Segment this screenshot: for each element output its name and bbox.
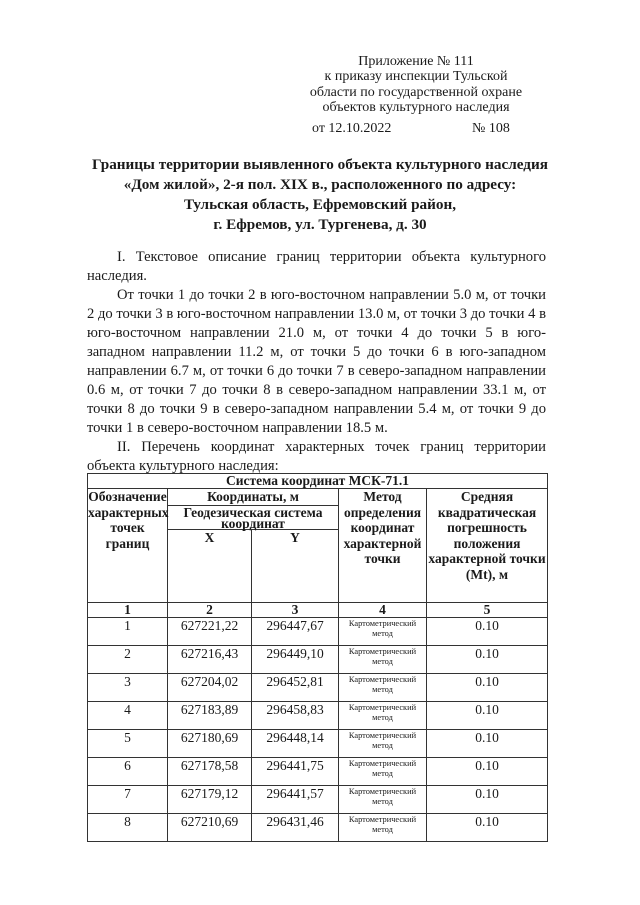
table-row bbox=[88, 645, 548, 673]
table-row bbox=[88, 701, 548, 729]
error-cell: 0.10 bbox=[427, 757, 548, 785]
header-geodetic-system: Геодезическая система координат bbox=[168, 505, 339, 529]
point-cell: 7 bbox=[88, 785, 168, 813]
column-number: 1 bbox=[88, 602, 168, 617]
method-cell: Картометрический метод bbox=[339, 729, 427, 757]
y-cell: 296431,46 bbox=[252, 813, 339, 841]
title-line: г. Ефремов, ул. Тургенева, д. 30 bbox=[213, 216, 427, 233]
point-cell: 3 bbox=[88, 673, 168, 701]
x-cell: 627183,89 bbox=[168, 701, 252, 729]
method-cell: Картометрический метод bbox=[339, 701, 427, 729]
point-cell: 6 bbox=[88, 757, 168, 785]
y-cell: 296452,81 bbox=[252, 673, 339, 701]
title-line: Границы территории выявленного объекта культурного наследия bbox=[92, 156, 548, 173]
order-date: от 12.10.2022 bbox=[312, 120, 392, 136]
column-number: 2 bbox=[168, 602, 252, 617]
y-cell: 296458,83 bbox=[252, 701, 339, 729]
method-cell: Картометрический метод bbox=[339, 785, 427, 813]
header-x: X bbox=[168, 529, 252, 602]
coordinate-system-label: Система координат МСК-71.1 bbox=[88, 474, 548, 489]
header-coordinates: Координаты, м bbox=[168, 489, 339, 506]
point-cell: 2 bbox=[88, 645, 168, 673]
error-cell: 0.10 bbox=[427, 617, 548, 645]
table-row bbox=[88, 813, 548, 841]
appendix-line: Приложение № 111 bbox=[358, 54, 474, 69]
column-number-row bbox=[88, 602, 548, 617]
header-method: Метод определения координат характерной точки bbox=[339, 489, 427, 603]
order-number: № 108 bbox=[472, 120, 510, 136]
y-cell: 296447,67 bbox=[252, 617, 339, 645]
x-cell: 627178,58 bbox=[168, 757, 252, 785]
title-line: Тульская область, Ефремовский район, bbox=[183, 196, 457, 213]
error-cell: 0.10 bbox=[427, 813, 548, 841]
x-cell: 627180,69 bbox=[168, 729, 252, 757]
column-number: 5 bbox=[427, 602, 548, 617]
method-cell: Картометрический метод bbox=[339, 757, 427, 785]
error-cell: 0.10 bbox=[427, 673, 548, 701]
method-cell: Картометрический метод bbox=[339, 617, 427, 645]
table-row bbox=[88, 617, 548, 645]
table-row bbox=[88, 729, 548, 757]
method-cell: Картометрический метод bbox=[339, 645, 427, 673]
appendix-header bbox=[292, 54, 540, 137]
section2-heading: II. Перечень координат характерных точек границ территории объекта культурного наследия: bbox=[87, 439, 546, 474]
order-line bbox=[292, 121, 540, 137]
y-cell: 296449,10 bbox=[252, 645, 339, 673]
x-cell: 627210,69 bbox=[168, 813, 252, 841]
method-cell: Картометрический метод bbox=[339, 673, 427, 701]
section1-heading: I. Текстовое описание границ территории объекта культурного наследия. bbox=[87, 249, 546, 284]
table-row bbox=[88, 757, 548, 785]
error-cell: 0.10 bbox=[427, 645, 548, 673]
error-cell: 0.10 bbox=[427, 729, 548, 757]
table-row bbox=[88, 673, 548, 701]
section1-description: От точки 1 до точки 2 в юго-восточном направлении 5.0 м, от точки 2 до точки 3 в юго-восточном направлении 13.0 м, от точки 3 до точки 4 в юго-восточном направлении 21.0 м, от точки 4 до точки 5 в юго-западном направлении 11.2 м, от точки 5 до точки 6 в юго-западном направлении 6.7 м, от точки 6 до точки 7 в северо-западном направлении 0.6 м, от точки 7 до точки 8 в северо-западном направлении 33.1 м, от точки 8 до точки 9 в северо-западном направлении 5.4 м, от точки 9 до точки 1 в северо-восточном направлении 18.5 м. bbox=[87, 287, 546, 436]
y-cell: 296441,57 bbox=[252, 785, 339, 813]
method-cell: Картометрический метод bbox=[339, 813, 427, 841]
x-cell: 627179,12 bbox=[168, 785, 252, 813]
error-cell: 0.10 bbox=[427, 701, 548, 729]
point-cell: 1 bbox=[88, 617, 168, 645]
column-number: 3 bbox=[252, 602, 339, 617]
x-cell: 627216,43 bbox=[168, 645, 252, 673]
coordinates-table bbox=[87, 473, 548, 842]
x-cell: 627204,02 bbox=[168, 673, 252, 701]
x-cell: 627221,22 bbox=[168, 617, 252, 645]
table-header-row bbox=[88, 489, 548, 506]
appendix-line: объектов культурного наследия bbox=[322, 100, 510, 116]
table-row bbox=[88, 785, 548, 813]
appendix-line: к приказу инспекции Тульской bbox=[324, 69, 508, 85]
point-cell: 4 bbox=[88, 701, 168, 729]
point-cell: 8 bbox=[88, 813, 168, 841]
column-number: 4 bbox=[339, 602, 427, 617]
coordinate-system-row bbox=[88, 474, 548, 489]
error-cell: 0.10 bbox=[427, 785, 548, 813]
document-title bbox=[90, 155, 550, 235]
point-cell: 5 bbox=[88, 729, 168, 757]
appendix-line: области по государственной охране bbox=[309, 84, 523, 100]
header-error: Средняя квадратическая погрешность положения характерной точки (Mt), м bbox=[427, 489, 548, 603]
y-cell: 296441,75 bbox=[252, 757, 339, 785]
header-point: Обозначение характерных точек границ bbox=[88, 489, 168, 603]
y-cell: 296448,14 bbox=[252, 729, 339, 757]
header-y: Y bbox=[252, 529, 339, 602]
title-line: «Дом жилой», 2-я пол. XIX в., расположенного по адресу: bbox=[123, 176, 517, 193]
